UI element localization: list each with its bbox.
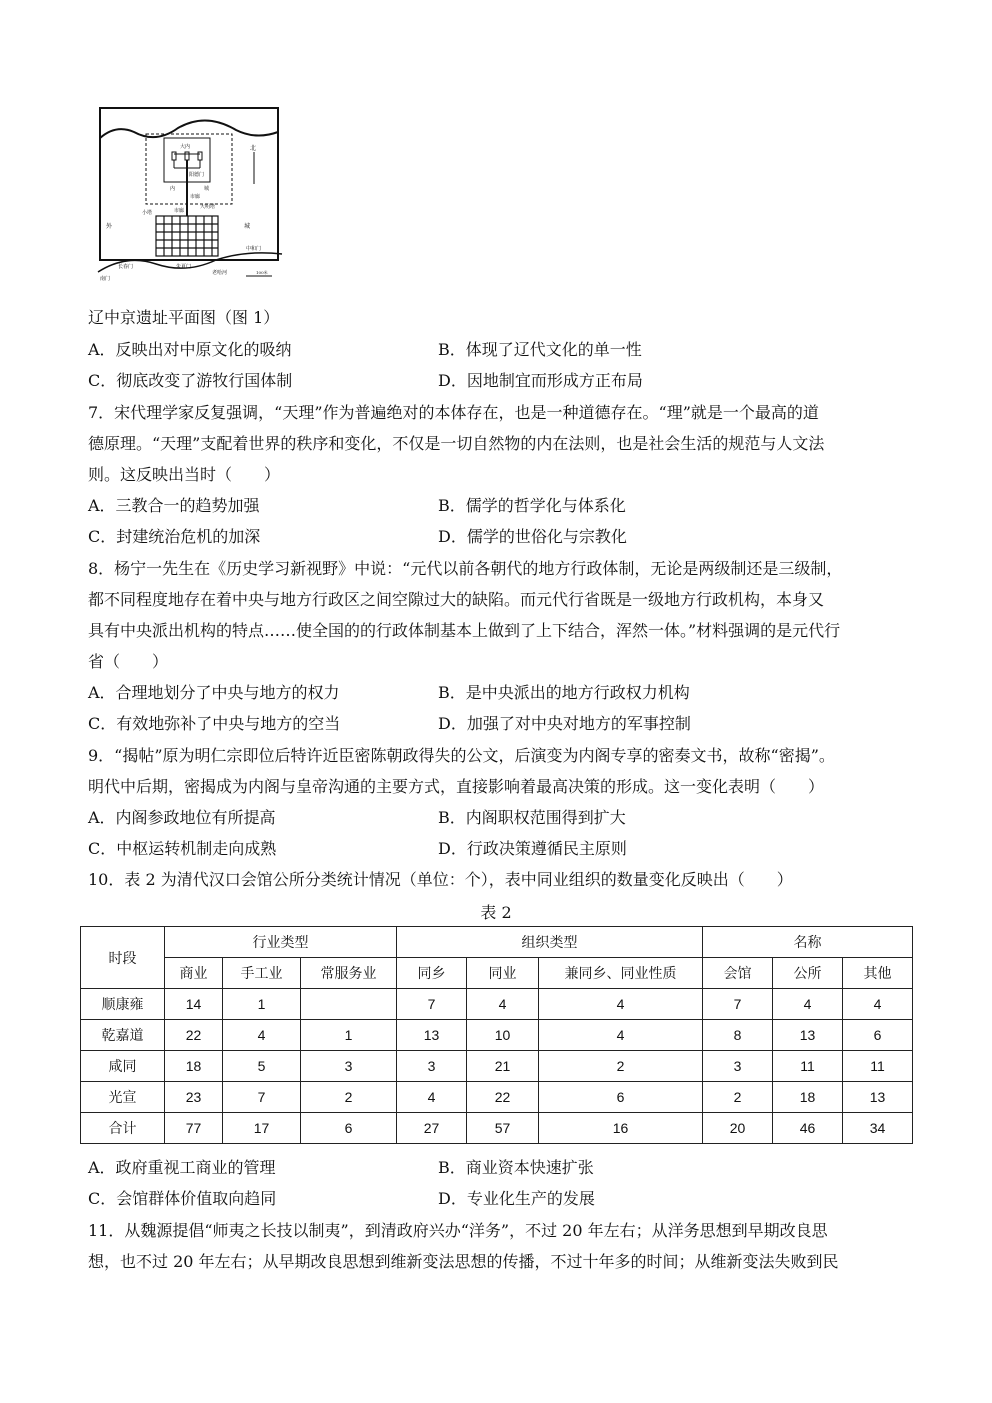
map-label-danei: 大内 <box>180 144 191 150</box>
table-cell: 4 <box>773 989 843 1020</box>
q8-option-c: C．有效地弥补了中央与地方的空当 <box>88 714 341 733</box>
table-cell: 4 <box>467 989 539 1020</box>
q10-stem: 10．表 2 为清代汉口会馆公所分类统计情况（单位：个），表中同业组织的数量变化反映出（ ） <box>88 870 793 889</box>
table-cell: 4 <box>539 989 703 1020</box>
header-organization-type: 组织类型 <box>397 927 703 958</box>
table-subheader-row <box>81 958 913 989</box>
row-label: 顺康雍 <box>81 989 165 1020</box>
subheader-cell: 同乡 <box>397 958 467 989</box>
table-header-row <box>81 927 913 958</box>
subheader-cell: 同业 <box>467 958 539 989</box>
table-caption: 表 2 <box>480 903 512 922</box>
map-label-wai: 外 <box>106 223 113 230</box>
q6-option-b: B．体现了辽代文化的单一性 <box>438 340 642 359</box>
q7-option-d: D．儒学的世俗化与宗教化 <box>438 527 627 546</box>
liao-zhongjing-map <box>96 104 286 284</box>
header-name: 名称 <box>703 927 913 958</box>
table-cell: 13 <box>397 1020 467 1051</box>
q11-stem-line: 11．从魏源提倡“师夷之长技以制夷”，到清政府兴办“洋务”，不过 20 年左右；从洋务思想到早期改良思 <box>88 1221 828 1240</box>
q7-option-b: B．儒学的哲学化与体系化 <box>438 496 626 515</box>
table-cell: 4 <box>397 1082 467 1113</box>
q8-stem-line: 省（ ） <box>88 652 169 671</box>
row-label: 光宣 <box>81 1082 165 1113</box>
figure-caption: 辽中京遗址平面图（图 1） <box>88 308 280 327</box>
q6-option-d: D．因地制宜而形成方正布局 <box>438 371 643 390</box>
table-cell: 13 <box>773 1020 843 1051</box>
q10-option-d: D．专业化生产的发展 <box>438 1189 595 1208</box>
table-cell: 13 <box>843 1082 913 1113</box>
table-row <box>81 1051 913 1082</box>
subheader-cell: 兼同乡、同业性质 <box>539 958 703 989</box>
table-cell: 14 <box>165 989 223 1020</box>
q11-stem-line: 想，也不过 20 年左右；从早期改良思想到维新变法思想的传播，不过十年多的时间；从维新变法失败到民 <box>88 1252 839 1271</box>
q10-option-c: C．会馆群体价值取向趋同 <box>88 1189 277 1208</box>
map-label-zhuxia: 朱夏门 <box>176 264 192 270</box>
table-cell: 3 <box>397 1051 467 1082</box>
row-label: 咸同 <box>81 1051 165 1082</box>
table-cell: 22 <box>467 1082 539 1113</box>
table-cell: 6 <box>539 1082 703 1113</box>
table-cell: 17 <box>223 1113 301 1144</box>
map-label-river: 老哈河 <box>212 270 228 276</box>
q10-option-b: B．商业资本快速扩张 <box>438 1158 594 1177</box>
table-cell: 3 <box>301 1051 397 1082</box>
map-label-dasi: 大明塔 <box>200 204 216 210</box>
table-cell: 18 <box>165 1051 223 1082</box>
svg-text:市廊: 市廊 <box>190 194 201 200</box>
q7-option-a: A．三教合一的趋势加强 <box>88 496 260 515</box>
subheader-cell: 商业 <box>165 958 223 989</box>
table-cell: 10 <box>467 1020 539 1051</box>
table-cell: 7 <box>223 1082 301 1113</box>
q9-stem-line: 明代中后期，密揭成为内阁与皇帝沟通的主要方式，直接影响着最高决策的形成。这一变化表明（ ） <box>88 777 825 796</box>
q7-stem <box>88 397 906 490</box>
map-label-yangde: 阳德门 <box>189 172 205 178</box>
table-cell: 11 <box>773 1051 843 1082</box>
table-cell: 3 <box>703 1051 773 1082</box>
table-cell: 18 <box>773 1082 843 1113</box>
q7-stem-line: 7．宋代理学家反复强调，“天理”作为普遍绝对的本体存在，也是一种道德存在。“理”就是一个最高的道 <box>88 403 819 422</box>
table-cell: 23 <box>165 1082 223 1113</box>
q9-stem-line: 9．“揭帖”原为明仁宗即位后特许近臣密陈朝政得失的公文，后演变为内阁专享的密奏文书，故称“密揭”。 <box>88 746 835 765</box>
map-scale-label: 100米 <box>256 270 268 275</box>
map-label-changchun: 长春门 <box>118 264 134 270</box>
table-cell: 8 <box>703 1020 773 1051</box>
q7-stem-line: 则。这反映出当时（ ） <box>88 465 281 484</box>
q7-option-c: C．封建统治危机的加深 <box>88 527 261 546</box>
map-label-zhonghe: 中和门 <box>246 246 262 252</box>
header-period: 时段 <box>81 927 165 989</box>
map-north-label: 北 <box>250 145 257 152</box>
map-label-shishou: 市廊 <box>174 208 185 214</box>
table-cell: 7 <box>703 989 773 1020</box>
map-grid-blocks <box>156 216 218 256</box>
row-label: 乾嘉道 <box>81 1020 165 1051</box>
map-label-xiaota: 小塔 <box>142 210 153 216</box>
subheader-cell: 其他 <box>843 958 913 989</box>
q8-option-b: B．是中央派出的地方行政权力机构 <box>438 683 690 702</box>
table-cell: 1 <box>223 989 301 1020</box>
table-cell: 22 <box>165 1020 223 1051</box>
table-cell: 6 <box>301 1113 397 1144</box>
subheader-cell: 手工业 <box>223 958 301 989</box>
subheader-cell: 会馆 <box>703 958 773 989</box>
table-cell: 4 <box>539 1020 703 1051</box>
header-industry-type: 行业类型 <box>165 927 397 958</box>
q9-option-c: C．中枢运转机制走向成熟 <box>88 839 277 858</box>
q8-stem <box>88 553 906 677</box>
table-row <box>81 989 913 1020</box>
table-row <box>81 1020 913 1051</box>
table-cell: 46 <box>773 1113 843 1144</box>
table-cell: 2 <box>539 1051 703 1082</box>
q8-stem-line: 8．杨宁一先生在《历史学习新视野》中说：“元代以前各朝代的地方行政体制，无论是两级制还是三级制， <box>88 559 843 578</box>
table-cell: 2 <box>703 1082 773 1113</box>
q11-stem <box>88 1215 906 1277</box>
q9-option-b: B．内阁职权范围得到扩大 <box>438 808 626 827</box>
map-label-nei: 内 <box>170 186 176 192</box>
table-cell: 27 <box>397 1113 467 1144</box>
subheader-cell: 公所 <box>773 958 843 989</box>
table-cell: 5 <box>223 1051 301 1082</box>
q8-stem-line: 具有中央派出机构的特点……使全国的的行政体制基本上做到了上下结合，浑然一体。”材料强调的是元代行 <box>88 621 841 640</box>
table-cell: 4 <box>843 989 913 1020</box>
table-cell: 11 <box>843 1051 913 1082</box>
table-cell: 4 <box>223 1020 301 1051</box>
map-label-cheng: 城 <box>204 186 210 192</box>
table-cell: 57 <box>467 1113 539 1144</box>
table-cell: 1 <box>301 1020 397 1051</box>
table-cell: 2 <box>301 1082 397 1113</box>
q8-option-a: A．合理地划分了中央与地方的权力 <box>88 683 340 702</box>
table-cell: 20 <box>703 1113 773 1144</box>
table-cell: 6 <box>843 1020 913 1051</box>
table-cell: 77 <box>165 1113 223 1144</box>
q9-stem <box>88 740 906 802</box>
map-label-nanmen: 南门 <box>100 276 111 282</box>
subheader-cell: 常服务业 <box>301 958 397 989</box>
table-row-total <box>81 1113 913 1144</box>
q9-option-a: A．内阁参政地位有所提高 <box>88 808 276 827</box>
q9-option-d: D．行政决策遵循民主原则 <box>438 839 627 858</box>
table-cell: 16 <box>539 1113 703 1144</box>
q8-stem-line: 都不同程度地存在着中央与地方行政区之间空隙过大的缺陷。而元代行省既是一级地方行政机构，本身又 <box>88 590 825 609</box>
table-cell: 21 <box>467 1051 539 1082</box>
table-cell: 7 <box>397 989 467 1020</box>
statistics-table <box>80 926 913 1144</box>
row-label: 合计 <box>81 1113 165 1144</box>
map-label-waicheng: 城 <box>244 223 251 230</box>
table-row <box>81 1082 913 1113</box>
q6-option-a: A．反映出对中原文化的吸纳 <box>88 340 292 359</box>
q8-option-d: D．加强了对中央对地方的军事控制 <box>438 714 691 733</box>
q7-stem-line: 德原理。“天理”支配着世界的秩序和变化，不仅是一切自然物的内在法则，也是社会生活的规范与人文法 <box>88 434 825 453</box>
table-cell <box>301 989 397 1020</box>
q10-option-a: A．政府重视工商业的管理 <box>88 1158 276 1177</box>
q6-option-c: C．彻底改变了游牧行国体制 <box>88 371 293 390</box>
table-cell: 34 <box>843 1113 913 1144</box>
